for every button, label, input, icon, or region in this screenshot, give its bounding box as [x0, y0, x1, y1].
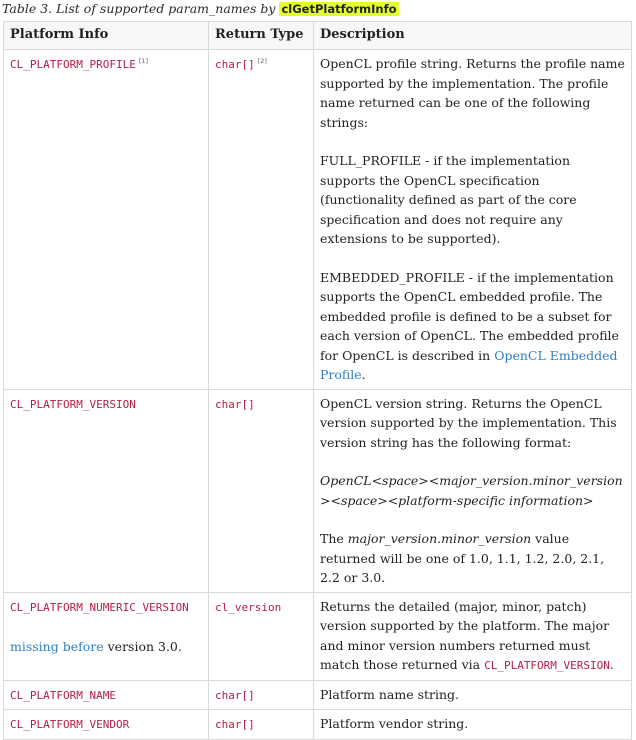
param-name: CL_PLATFORM_NAME: [10, 688, 116, 702]
param-name: CL_PLATFORM_PROFILE: [10, 58, 136, 71]
platform-info-cell: [4, 680, 209, 710]
description-text: OpenCL profile string. Returns the profile name supported by the implementation. The profile name returned can be one of the following strings:: [320, 56, 625, 130]
missing-before-link[interactable]: missing before: [10, 639, 104, 654]
description-fragment: The: [320, 531, 348, 546]
platform-info-cell: [4, 50, 209, 390]
description-fragment: value returned will be one of 1.0, 1.1, 1.2, 2.0, 2.1, 2.2 or 3.0.: [320, 531, 605, 585]
description-text: Platform vendor string.: [320, 716, 469, 731]
description-cell: [314, 592, 632, 680]
description-fragment: Returns the detailed (major, minor, patch) version supported by the platform. The major and minor version numbers returned must match those returned via: [320, 598, 610, 672]
table-row: [4, 680, 632, 710]
description-text: [320, 268, 625, 385]
return-type-cell: [209, 389, 314, 592]
caption-function-link[interactable]: clGetPlatformInfo: [281, 2, 397, 16]
inline-code: CL_PLATFORM_VERSION: [484, 659, 610, 672]
param-name: CL_PLATFORM_NUMERIC_VERSION: [10, 600, 189, 614]
return-type-cell: [209, 710, 314, 740]
opencl-embedded-profile-link[interactable]: OpenCL Embedded Profile: [320, 347, 618, 382]
table-row: [4, 592, 632, 680]
description-cell: [314, 389, 632, 592]
description-cell: [314, 680, 632, 710]
table-row: [4, 50, 632, 390]
table-header-row: [4, 22, 632, 50]
param-names-table: [3, 21, 632, 740]
footnote-link[interactable]: [1]: [138, 57, 149, 65]
table-row: [4, 389, 632, 592]
param-name: CL_PLATFORM_VERSION: [10, 397, 136, 411]
description-fragment: .: [361, 367, 366, 382]
return-type-cell: [209, 680, 314, 710]
description-text: FULL_PROFILE - if the implementation supports the OpenCL specification (functionality defined as part of the core specification and does not require any extensions to be supported).: [320, 153, 577, 246]
description-cell: [314, 50, 632, 390]
header-description: Description: [314, 22, 632, 50]
description-text: [320, 529, 625, 588]
table-row: [4, 710, 632, 740]
return-type-cell: [209, 592, 314, 680]
description-cell: [314, 710, 632, 740]
return-type: char[]: [215, 58, 255, 71]
platform-info-cell: [4, 592, 209, 680]
header-platform-info: Platform Info: [4, 22, 209, 50]
return-type: char[]: [215, 397, 255, 411]
return-type: cl_version: [215, 600, 282, 614]
header-return-type: Return Type: [209, 22, 314, 50]
description-fragment: EMBEDDED_PROFILE - if the implementation supports the OpenCL embedded profile. The embedded profile is defined to be a subset for each version of OpenCL. The embedded profile for OpenCL is described in: [320, 269, 619, 363]
platform-info-cell: [4, 710, 209, 740]
caption-text: Table 3. List of supported param_names by: [2, 1, 280, 16]
description-text: OpenCL version string. Returns the OpenCL version supported by the implementation. This version string has the following format:: [320, 395, 617, 450]
table-caption: [2, 1, 399, 16]
platform-info-cell: [4, 389, 209, 592]
version-note: version 3.0.: [103, 639, 182, 654]
param-name: CL_PLATFORM_VENDOR: [10, 718, 130, 731]
description-text: Platform name string.: [320, 686, 460, 702]
description-fragment: .: [609, 657, 614, 672]
footnote-link[interactable]: [2]: [257, 57, 267, 65]
return-type-cell: [209, 50, 314, 390]
return-type: char[]: [215, 718, 255, 731]
description-fragment: major_version.minor_version: [347, 531, 532, 546]
description-text: [320, 597, 625, 676]
return-type: char[]: [215, 688, 255, 702]
version-format-text: OpenCL<space><major_version.minor_version><space><platform-specific information>: [320, 473, 623, 508]
